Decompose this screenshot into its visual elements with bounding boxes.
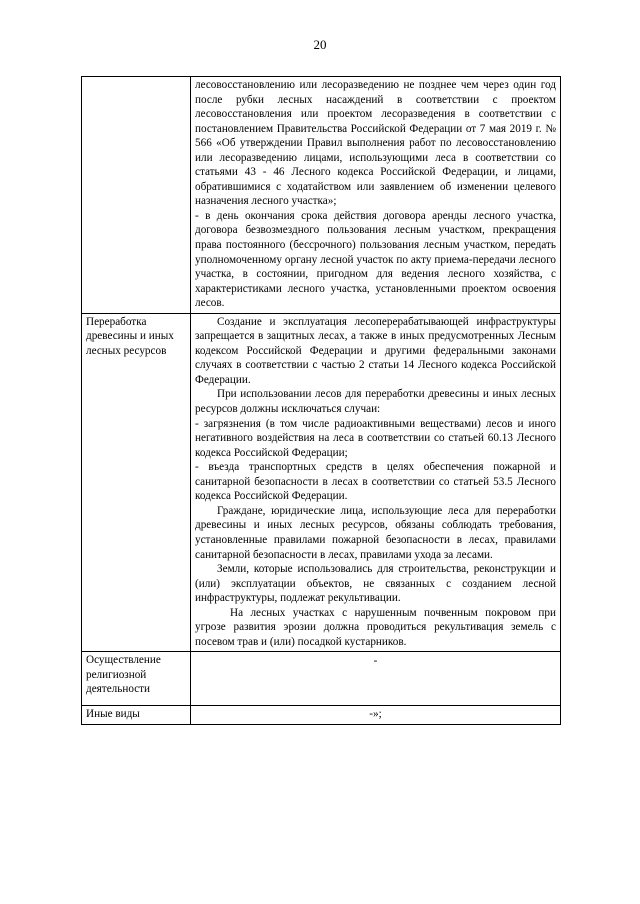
paragraph: - в день окончания срока действия договора аренды лесного участка, договора безвозмездного пользования лесным участком, прекращения права постоянного (бессрочного) пользования лесным участком, передать уполномоченному органу лесной участок по акту приема-передачи лесного участка, в состоянии, пригодном для ведения лесного хозяйства, с характеристиками лесного участка, установленными проектом освоения лесов. [195, 209, 556, 310]
row-content [191, 652, 561, 706]
paragraph: Создание и эксплуатация лесоперерабатывающей инфраструктуры запрещается в защитных лесах, а также в иных предусмотренных Лесным кодексом Российской Федерации и другими федеральными законами случаях в соответствии с частью 2 статьи 14 Лесного кодекса Российской Федерации. [195, 315, 556, 386]
row-label: Осуществление религиозной деятельности [82, 652, 191, 706]
paragraph: лесовосстановлению или лесоразведению не позднее чем через один год после рубки лесных насаждений в соответствии с проектом лесовосстановления или проектом лесоразведения в соответствии с постановлением Правительства Российской Федерации от 7 мая 2019 г. № 566 «Об утверждении Правил выполнения работ по лесовосстановлению или лесоразведению лицами, использующими леса в соответствии со статьями 43 - 46 Лесного кодекса Российской Федерации, и лицами, обратившимися с ходатайством или заявлением об изменении целевого назначения лесного участка»; [195, 79, 556, 208]
paragraph: На лесных участках с нарушенным почвенным покровом при угрозе развития эрозии должна проводиться рекультивация земель с посевом трав и (или) посадкой кустарников. [195, 606, 556, 648]
forest-use-table [81, 76, 561, 725]
row-value: -»; [369, 708, 382, 721]
row-label [82, 77, 191, 314]
table-row [82, 313, 561, 652]
table-row [82, 77, 561, 314]
row-content [191, 77, 561, 314]
row-content [191, 313, 561, 652]
paragraph: - въезда транспортных средств в целях обеспечения пожарной и санитарной безопасности в лесах в соответствии со статьей 53.5 Лесного кодекса Российской Федерации. [195, 461, 556, 503]
row-label: Иные виды [82, 706, 191, 725]
table-row [82, 652, 561, 706]
row-content [191, 706, 561, 725]
table-row [82, 706, 561, 725]
paragraph: При использовании лесов для переработки древесины и иных лесных ресурсов должны исключаться случаи: [195, 388, 556, 416]
paragraph: - загрязнения (в том числе радиоактивными веществами) лесов и иного негативного воздействия на леса в соответствии со статьей 60.13 Лесного кодекса Российской Федерации; [195, 417, 556, 459]
paragraph: Граждане, юридические лица, использующие леса для переработки древесины и иных лесных ресурсов, обязаны соблюдать требования, установленные правилами пожарной безопасности в лесах, правилами санитарной безопасности в лесах, правилами ухода за лесами. [195, 504, 556, 561]
row-label: Переработка древесины и иных лесных ресурсов [82, 313, 191, 652]
page-number: 20 [313, 37, 327, 52]
paragraph: Земли, которые использовались для строительства, реконструкции и (или) эксплуатации объектов, не связанных с созданием лесной инфраструктуры, подлежат рекультивации. [195, 563, 556, 605]
row-value: - [373, 655, 378, 668]
